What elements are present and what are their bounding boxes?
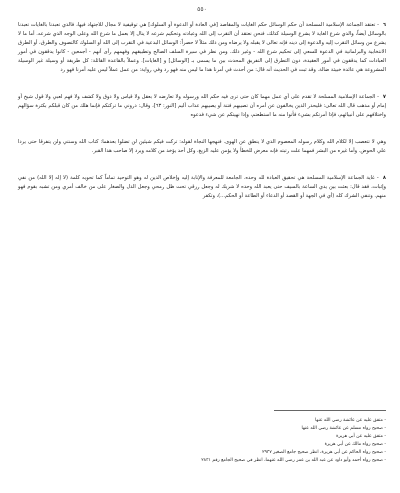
paragraph-7 — [18, 93, 386, 120]
footnotes — [176, 417, 386, 466]
paragraph-text: - تعتقد الجماعة الإسلامية المسلحة أن حكم الوسائل حكم الغايات والمقاصد [في العادة أو الدعوة أو السلوك] هي توقيفية لا مجال للاجتهاد فيها، فالذي تعبدنا بالغايات تعبدنا بالوسائل أيضاً، والذي شرع الغاية لا يشرع الوسيلة كذلك، فنحن نعتقد أن التقرب إلى الله وعبادته وتحكيم شرعه لا ينال إلا بعمل ما شرع الله وعلى الوجه الذي شرعه. أما ما لا يشرع من وسائل التقرب إليه والدعوة إلى دينه فإنه تعالى لا يقبله ولا يرضاه ومن ذلك مثلاً لا حصراً: الوسائل البدعية في التقرب إلى الله أو السلوك كالتصوف والطرق، أو الطرق الانتخابية والبرلمانية في الدعوة للسعي إلى تحكيم شرع الله - وغير ذلك. ومن نظر في سيرة السلف الصالح وتطبيقهم وفهمهم رأى أنهم - أجمعين - كانوا يدققون في أمور العبادات كما يدققون في أمور العقيدة، دون التطرق إلى التفريق المحدث بين ما يسمى بـ [الوسائل] و [الغايات]. وعملاً بالقاعدة القائلة: كل طريقة أو وسيلة غير الوسيلة المشروعة هي عائدة خبيثة ضالة. وقد ثبت في الحديث أنه قال: من أحدث في أمرنا هذا ما ليس منه فهو رد وفي رواية: من عمل عملاً ليس عليه أمرنا فهو رد — [18, 22, 386, 73]
paragraph-8 — [18, 174, 386, 201]
footnote-2: - صحيح رواه مسلم عن عائشة رضي الله عنها — [301, 426, 386, 432]
paragraph-6 — [18, 21, 386, 74]
page-number: ٥٥٠ — [197, 6, 207, 13]
document-body — [18, 21, 386, 220]
paragraph-7-continued — [18, 138, 386, 156]
footnote-4: - صحيح رواه مالك عن أبي هريرة — [324, 442, 386, 448]
footnote-1: - متفق عليه عن عائشة رضي الله عنها — [315, 418, 386, 423]
paragraph-text: وهي لا تتعصب إلا لكلام الله وكلام رسوله المعصوم الذي لا ينطق عن الهوى. فنهجها النجاة لقوله: تركت فيكم شيئين لن تضلوا بعدهما: كتاب الله وسنتي ولن يتفرقا حتى يردا علي الحوض. وأما غيره من البشر فمهما علت رتبته فإنه معرض للخطأ ولا يؤمن عليه الزيغ، وكل أحد يؤخذ من كلامه ويرد إلا صاحب هذا القبر. — [18, 139, 386, 155]
footnote-5: - صحيح رواه الحاكم عن أبي هريرة، انظر صحيح جامع الصغير ٢٩٣٧ — [262, 450, 386, 456]
document-page — [18, 6, 386, 488]
paragraph-number: ٨ — [382, 174, 386, 181]
footnote-divider — [274, 410, 386, 411]
footnote-6: - صحيح رواه أحمد وأبو داود عن عبد الله بن عمر رضي الله عنهما، انظر في صحيح الجامع رقم ٢٨٣١ — [201, 458, 386, 464]
paragraph-text: - غاية الجماعة الإسلامية المسلحة هي تحقيق العبادة لله وحده. الجامعة للمعرفة والإنابة إليه وإخلاص الدين له وهو التوحيد تماماً كما تحويه كلمة (لا إله إلا الله) من نفي وإثبات، فقد قال: بعثت بين يدي الساعة بالسيف حتى يعبد الله وحده لا شريك له وجعل رزقي تحت ظل رمحي وجعل الذل والصغار على من خالف أمري ومن تشبه بقوم فهو منهم. وتنفي الشرك كله (أي في الجهة أو القصد أو الدعاء أو الطاعة أو الحكم...)، وتكفر — [18, 174, 386, 199]
paragraph-text: - الجماعة الإسلامية المسلحة لا تقدم على أي عمل مهما كان حتى ترى فيه حكم الله ورسوله ولا تعارضه لا بعقل ولا قياس ولا ذوق ولا كشف ولا فهم لعبي ولا قول شيخ أو إمام أو مذهب قال الله تعالى: فليحذر الذين يخالفون عن أمره أن تصيبهم فتنة أو يصيبهم عذاب أليم [النور: ٦٣]، وقال: ذروني ما تركتكم فإنما هلك من كان قبلكم بكثرة سؤالهم واختلافهم على أنبيائهم، فإذا أمرتكم بشيء فأتوا منه ما استطعتم، وإذا نهيتكم عن شيء فدعوه — [18, 94, 386, 119]
paragraph-number: ٧ — [382, 94, 386, 101]
footnote-3: - متفق عليه عن أبي هريرة — [336, 434, 386, 440]
paragraph-number: ٦ — [382, 22, 386, 28]
